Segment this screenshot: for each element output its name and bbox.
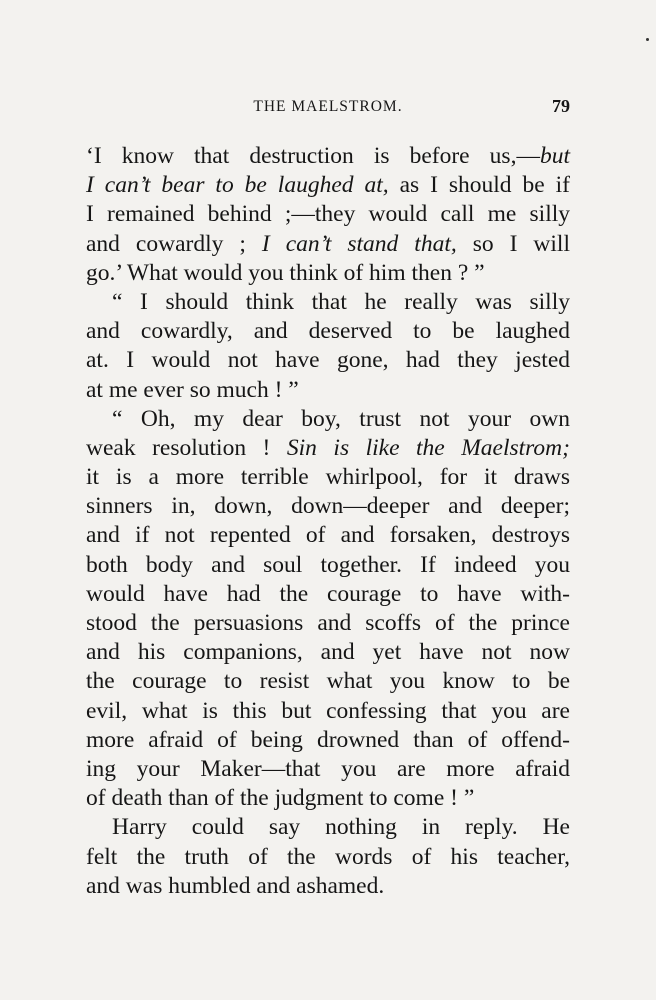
text-run: at me ever so much ! ”: [86, 376, 299, 403]
text-line: [86, 667, 570, 696]
page-number: 79: [552, 96, 570, 116]
text-line: [86, 638, 570, 667]
text-line: [86, 872, 570, 901]
text-run: so I will: [456, 230, 570, 257]
text-line: [86, 259, 570, 288]
italic-text: but: [539, 143, 570, 169]
italic-text: I can’t stand that,: [261, 230, 457, 257]
text-run: “ Oh, my dear boy, trust not your own: [112, 405, 570, 432]
text-run: at. I would not have gone, had they jested: [86, 347, 570, 374]
text-line: [86, 288, 570, 317]
text-run: weak resolution !: [86, 434, 287, 461]
text-line: [86, 346, 570, 375]
text-run: and if not repented of and forsaken, destroys: [86, 522, 570, 549]
text-line: [86, 521, 570, 550]
text-run: as I should be if: [388, 172, 570, 199]
text-run: more afraid of being drowned than of offend-: [86, 726, 570, 753]
text-line: [86, 492, 570, 521]
text-line: [86, 142, 570, 171]
text-line: [86, 405, 570, 434]
text-run: felt the truth of the words of his teacher,: [86, 843, 570, 870]
text-line: [86, 463, 570, 492]
text-line: [86, 843, 570, 872]
text-run: Harry could say nothing in reply. He: [112, 814, 570, 841]
text-line: [86, 376, 570, 405]
text-line: [86, 813, 570, 842]
text-run: go.’ What would you think of him then ? ”: [86, 259, 485, 286]
text-line: [86, 784, 570, 813]
text-run: I remained behind ;—they would call me silly: [86, 201, 570, 228]
text-run: of death than of the judgment to come ! ”: [86, 785, 475, 812]
text-line: [86, 580, 570, 609]
body-text: [86, 142, 570, 901]
text-run: both body and soul together. If indeed you: [86, 551, 570, 578]
text-run: ‘I know that destruction is before us,—: [86, 143, 540, 169]
text-line: [86, 434, 570, 463]
text-line: [86, 726, 570, 755]
text-run: “ I should think that he really was silly: [112, 288, 570, 315]
text-line: [86, 200, 570, 229]
text-run: and was humbled and ashamed.: [86, 872, 385, 899]
text-line: [86, 171, 570, 200]
text-line: [86, 609, 570, 638]
text-run: ing your Maker—that you are more afraid: [86, 755, 570, 782]
text-run: would have had the courage to have with-: [86, 580, 570, 607]
text-run: sinners in, down, down—deeper and deeper;: [86, 493, 570, 520]
running-head: THE MAELSTROM.: [253, 98, 403, 115]
text-line: [86, 697, 570, 726]
speck-mark: [646, 38, 649, 41]
text-line: [86, 230, 570, 259]
text-line: [86, 551, 570, 580]
italic-text: I can’t bear to be laughed at,: [86, 172, 389, 199]
text-run: evil, what is this but confessing that you are: [86, 697, 570, 724]
italic-text: Sin is like the Maelstrom;: [286, 434, 570, 461]
text-run: and cowardly ;: [86, 230, 262, 257]
text-line: [86, 317, 570, 346]
text-run: and cowardly, and deserved to be laughed: [86, 318, 570, 345]
page-header: [86, 98, 570, 128]
text-run: it is a more terrible whirlpool, for it draws: [86, 464, 570, 491]
text-run: the courage to resist what you know to be: [86, 668, 570, 695]
text-line: [86, 755, 570, 784]
text-run: and his companions, and yet have not now: [86, 639, 570, 666]
text-run: stood the persuasions and scoffs of the prince: [86, 610, 570, 636]
